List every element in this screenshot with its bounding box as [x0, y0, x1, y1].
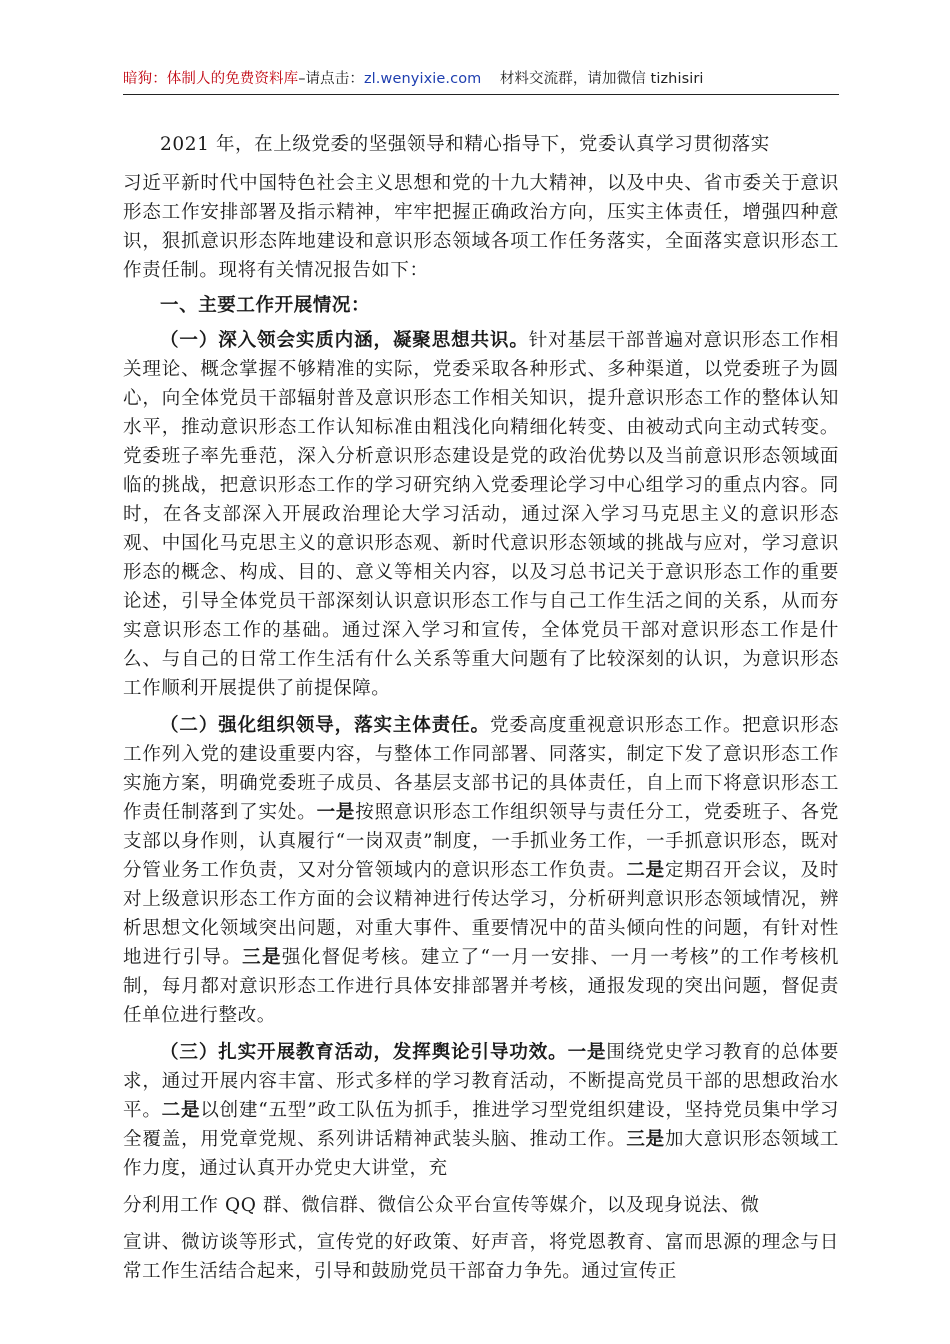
header-link-prompt: –请点击： [298, 71, 364, 87]
header-group-note: 材料交流群，请加微信 tizhisiri [499, 71, 704, 87]
document-body [123, 130, 839, 1286]
section-3-line-continued: 分利用工作 QQ 群、微信群、微信公众平台宣传等媒介，以及现身说法、微 [123, 1195, 760, 1216]
section-2-body-a: 党委高度重视意识形态工作。把意识形态工作列入党的建设重要内容，与整体工作同部署、同落实，制定下发了意识形态工作实施方案，明确党委班子成员、各基层支部书记的具体责任，自上而下将意识形态工作责任制落到了实处。 [123, 715, 839, 823]
section-3-line-final: 宣讲、微访谈等形式，宣传党的好政策、好声音，将党恩教育、富而思源的理念与日常工作生活结合起来，引导和鼓励党员干部奋力争先。通过宣传正 [123, 1232, 839, 1282]
section-2-body-d: 强化督促考核。建立了“一月一安排、一月一考核”的工作考核机制，每月都对意识形态工作进行具体安排部署并考核，通报发现的突出问题，督促责任单位进行整改。 [123, 947, 840, 1026]
section-2-title: （二）强化组织领导，落实主体责任。 [160, 715, 490, 736]
section-2-keyword-2: 二是 [626, 860, 666, 881]
section-2-keyword-1: 一是 [316, 802, 356, 823]
section-2-keyword-3: 三是 [242, 947, 282, 968]
header-brand: 暗狗：体制人的免费资料库 [123, 71, 299, 87]
section-3-paragraph [123, 1038, 839, 1183]
intro-paragraph: 习近平新时代中国特色社会主义思想和党的十九大精神，以及中央、省市委关于意识形态工作安排部署及指示精神，牢牢把握正确政治方向，压实主体责任，增强四种意识，狠抓意识形态阵地建设和意识形态领域各项工作任务落实，全面落实意识形态工作责任制。现将有关情况报告如下： [123, 173, 839, 281]
intro-line-first: 2021 年，在上级党委的坚强领导和精心指导下，党委认真学习贯彻落实 [160, 134, 770, 155]
section-heading-main-work: 一、主要工作开展情况： [160, 295, 371, 316]
section-2-body-b: 按照意识形态工作组织领导与责任分工，党委班子、各党支部以身作则，认真履行“一岗双责”制度，一手抓业务工作，一手抓意识形态，既对分管业务工作负责，又对分管领域内的意识形态工作负责。 [123, 802, 839, 881]
section-3-body-b: 以创建“五型”政工队伍为抓手，推进学习型党组织建设，坚持党员集中学习全覆盖，用党章党规、系列讲话精神武装头脑、推动工作。 [123, 1100, 840, 1150]
section-3-keyword-3: 三是 [626, 1129, 666, 1150]
page-header [123, 68, 839, 95]
section-3-keyword-2: 二是 [161, 1100, 201, 1121]
section-1-title: （一）深入领会实质内涵，凝聚思想共识。 [160, 330, 529, 351]
section-2-body-c: 定期召开会议，及时对上级意识形态工作方面的会议精神进行传达学习，分析研判意识形态领域情况，辨析思想文化领域突出问题，对重大事件、重要情况中的苗头倾向性的问题，有针对性地进行引导。 [123, 860, 839, 968]
section-3-title: （三）扎实开展教育活动，发挥舆论引导功效。 [160, 1042, 568, 1063]
section-1-paragraph [123, 326, 839, 703]
section-3-body-a: 围绕党史学习教育的总体要求，通过开展内容丰富、形式多样的学习教育活动，不断提高党员干部的思想政治水平。 [123, 1042, 839, 1121]
section-1-body: 针对基层干部普遍对意识形态工作相关理论、概念掌握不够精准的实际，党委采取各种形式、多种渠道，以党委班子为圆心，向全体党员干部辐射普及意识形态工作相关知识，提升意识形态工作的整体认知水平，推动意识形态工作认知标准由粗浅化向精细化转变、由被动式向主动式转变。党委班子率先垂范，深入分析意识形态建设是党的政治优势以及当前意识形态领域面临的挑战，把意识形态工作的学习研究纳入党委理论学习中心组学习的重点内容。同时，在各支部深入开展政治理论大学习活动，通过深入学习马克思主义的意识形态观、中国化马克思主义的意识形态观、新时代意识形态领域的挑战与应对，学习意识形态的概念、构成、目的、意义等相关内容，以及习总书记关于意识形态工作的重要论述，引导全体党员干部深刻认识意识形态工作与自己工作生活之间的关系，从而夯实意识形态工作的基础。通过深入学习和宣传，全体党员干部对意识形态工作是什么、与自己的日常工作生活有什么关系等重大问题有了比较深刻的认识，为意识形态工作顺利开展提供了前提保障。 [123, 330, 839, 699]
section-3-keyword-1: 一是 [567, 1042, 607, 1063]
section-2-paragraph [123, 711, 839, 1030]
section-3-body-c1: 加大意识形态领域工作力度，通过认真开办党史大讲堂，充 [123, 1129, 839, 1179]
header-url-link[interactable]: zl.wenyixie.com [363, 71, 482, 87]
